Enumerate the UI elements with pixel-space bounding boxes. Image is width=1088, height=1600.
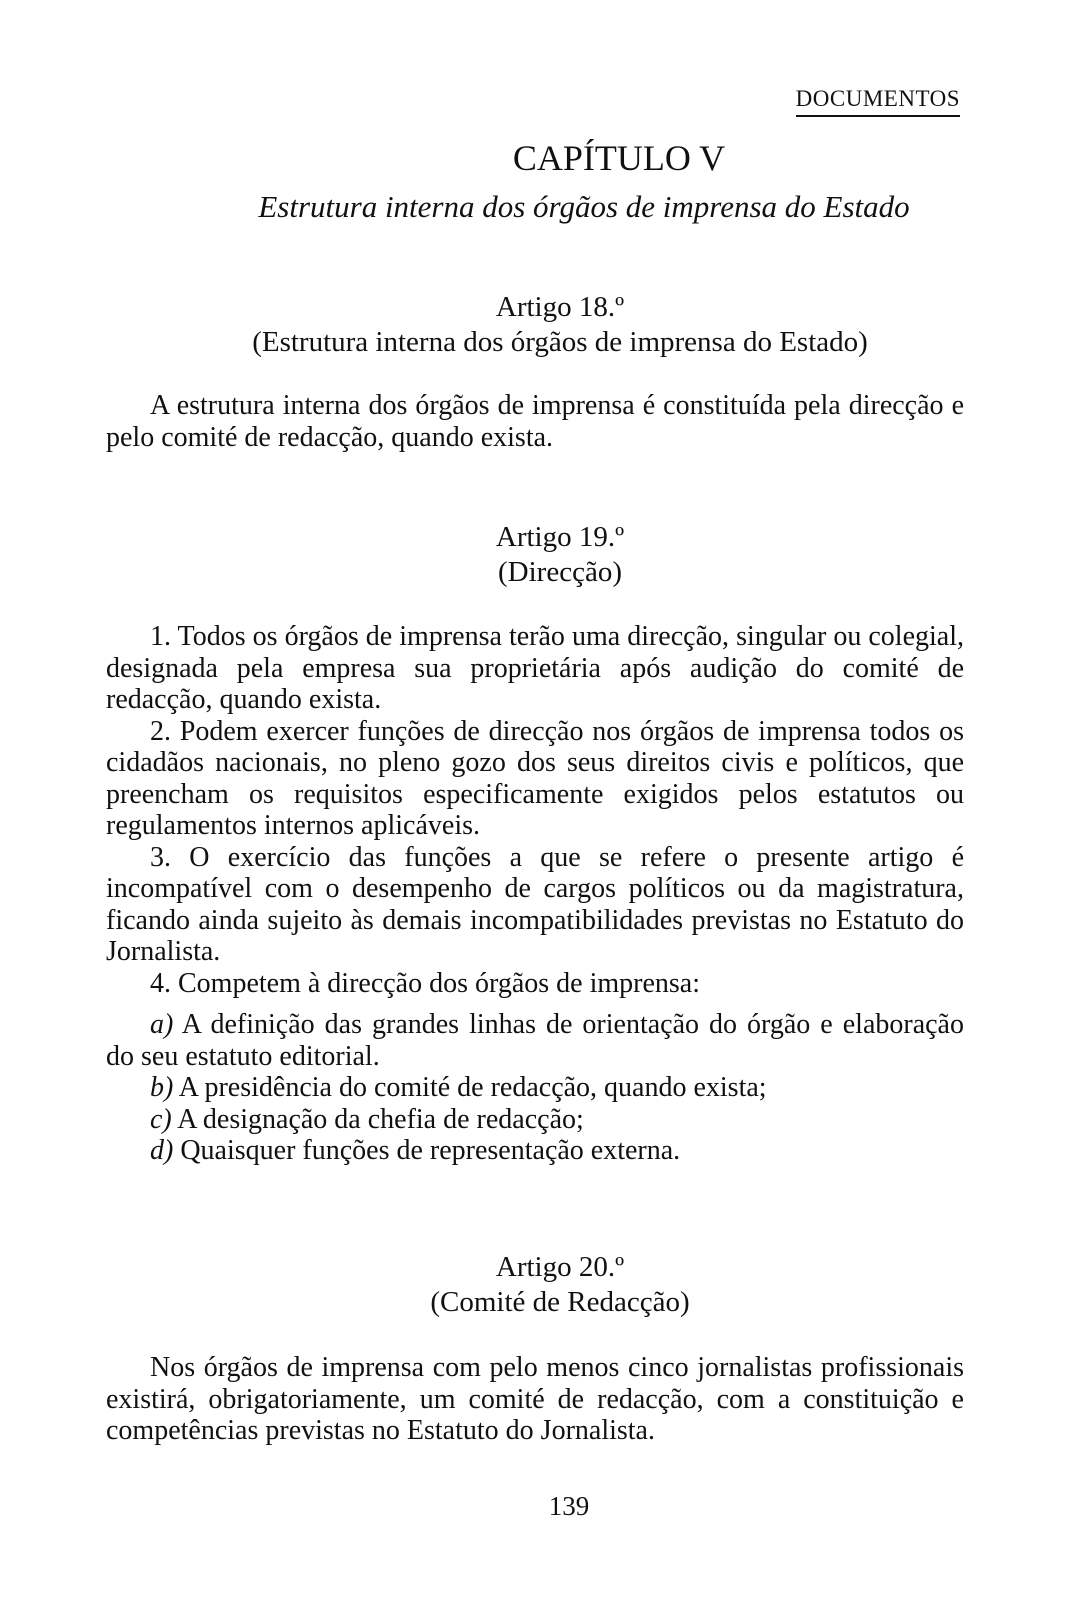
alinea-text: A designação da chefia de redacção; [177, 1103, 584, 1135]
article-19 [106, 520, 964, 1167]
alinea-item [106, 1135, 964, 1167]
alinea-item [106, 1104, 964, 1136]
alinea-text: A presidência do comité de redacção, quando exista; [178, 1072, 767, 1103]
alinea-text: Quaisquer funções de representação externa. [180, 1135, 681, 1166]
article-subheading: (Estrutura interna dos órgãos de imprensa do Estado) [252, 326, 868, 358]
article-paragraph-4: 4. Competem à direcção dos órgãos de imprensa: [150, 967, 700, 999]
alinea-letter: c) [150, 1103, 172, 1135]
article-heading: Artigo 20.º [495, 1251, 625, 1283]
article-heading: Artigo 18.º [495, 291, 625, 323]
article-subheading: (Direcção) [498, 556, 622, 588]
article-paragraph-1: 1. Todos os órgãos de imprensa terão uma direcção, singular ou colegial, designada pela empresa sua proprietária após audição do comité de redacção, quando exista. [106, 621, 964, 715]
alinea-list [106, 1009, 964, 1167]
article-18 [106, 290, 964, 453]
chapter-subtitle: Estrutura interna dos órgãos de imprensa do Estado [258, 189, 910, 224]
article-paragraph-3: 3. O exercício das funções a que se refere o presente artigo é incompatível com o desempenho de cargos políticos ou da magistratura, ficando ainda sujeito às demais incompatibilidades previstas no Estatuto do Jornalista. [106, 841, 964, 967]
alinea-letter: a) [150, 1009, 174, 1040]
alinea-item [106, 1072, 964, 1104]
article-subheading: (Comité de Redacção) [430, 1286, 690, 1318]
alinea-letter: d) [150, 1135, 174, 1166]
article-paragraph: Nos órgãos de imprensa com pelo menos cinco jornalistas profissionais existirá, obrigatoriamente, um comité de redacção, com a constituição e competências previstas no Estatuto do Jornalista. [106, 1352, 964, 1446]
article-heading: Artigo 19.º [495, 521, 625, 553]
alinea-letter: b) [150, 1072, 174, 1103]
alinea-text: A definição das grandes linhas de orientação do órgão e elaboração do seu estatuto editorial. [106, 1009, 964, 1072]
article-20 [106, 1250, 964, 1447]
chapter-title: CAPÍTULO V [512, 138, 726, 178]
article-paragraph-2: 2. Podem exercer funções de direcção nos órgãos de imprensa todos os cidadãos nacionais, no pleno gozo dos seus direitos civis e políticos, que preencham os requisitos especificamente exigidos pelos estatutos ou regulamentos internos aplicáveis. [106, 715, 964, 841]
page-number: 139 [548, 1491, 590, 1521]
running-head: DOCUMENTOS [796, 84, 960, 117]
alinea-item [106, 1009, 964, 1072]
article-paragraph: A estrutura interna dos órgãos de imprensa é constituída pela direcção e pelo comité de redacção, quando exista. [106, 390, 964, 453]
